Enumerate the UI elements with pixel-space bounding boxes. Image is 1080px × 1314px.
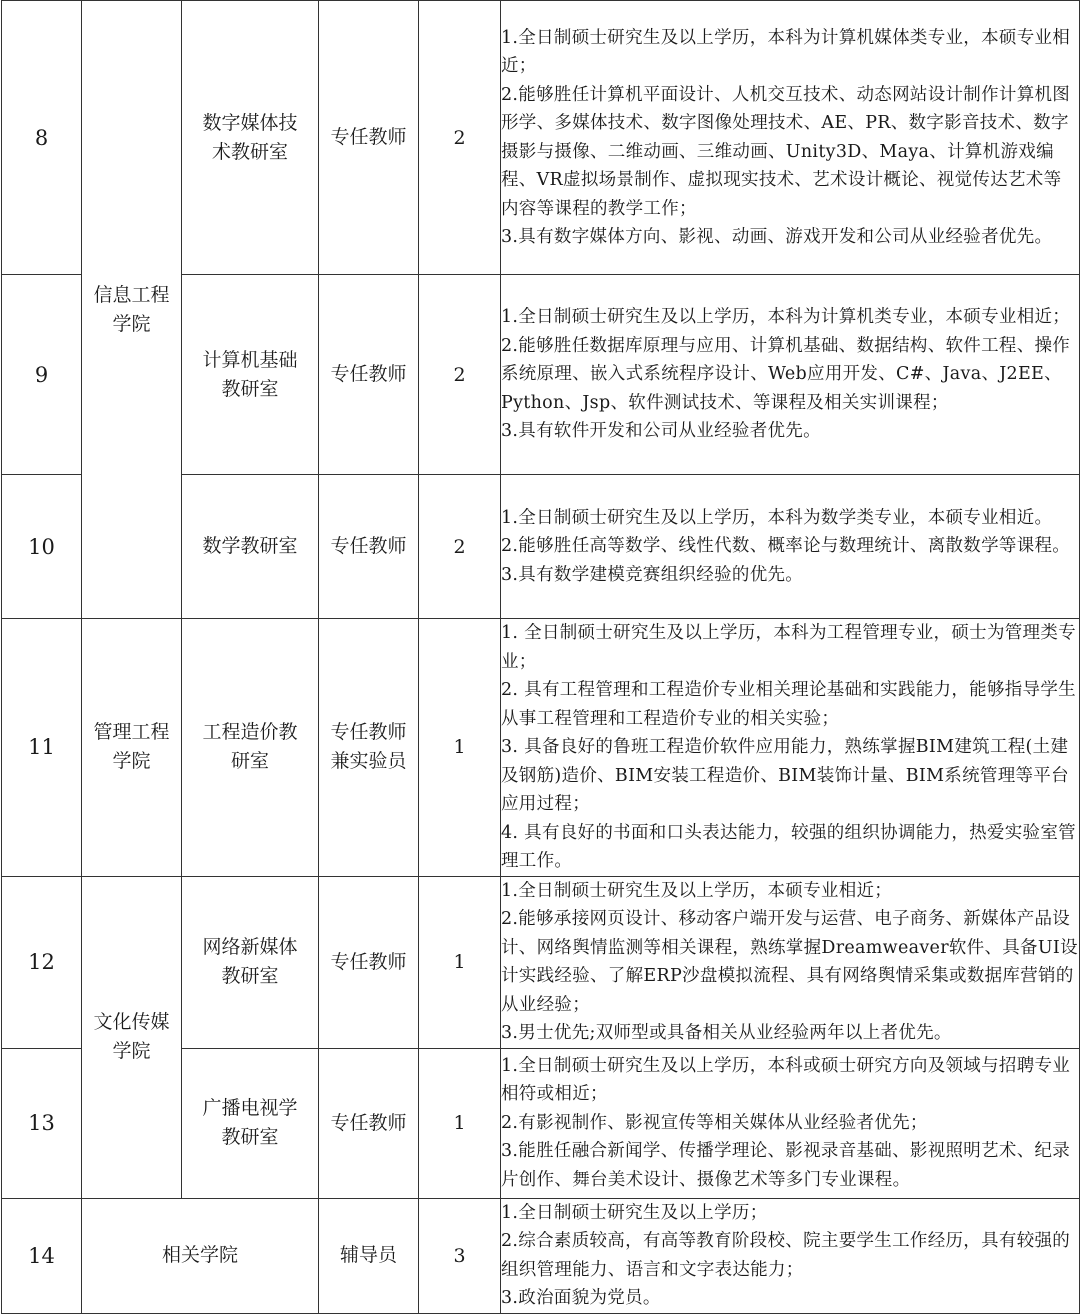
table-row [2, 876, 1080, 1048]
requirement-item: 3.政治面貌为党员。 [501, 1288, 661, 1308]
requirement-item: 2.能够承接网页设计、移动客户端开发与运营、电子商务、新媒体产品设计、网络舆情监测等相关课程，熟练掌握Dreamweaver软件、具备UI设计实践经验、了解ERP沙盘模拟流程、具有网络舆情采集或数据库营销的从业经验； [501, 909, 1078, 1015]
college-cell [82, 1198, 319, 1313]
row-number: 9 [2, 275, 82, 475]
department-name: 数学教研室 [202, 535, 298, 557]
position-cell [319, 1, 419, 275]
requirement-item: 4. 具有良好的书面和口头表达能力，较强的组织协调能力，热爱实验室管理工作。 [501, 822, 1076, 871]
position-name: 辅导员 [339, 1244, 397, 1266]
requirements-cell [501, 1, 1080, 275]
requirement-item: 1.全日制硕士研究生及以上学历，本科为计算机类专业，本硕专业相近； [501, 307, 1071, 328]
position-cell [319, 1198, 419, 1313]
position-cell [319, 1048, 419, 1198]
department-cell [182, 619, 319, 877]
requirements-cell [501, 1048, 1080, 1198]
requirement-item: 1.全日制硕士研究生及以上学历，本科或硕士研究方向及领域与招聘专业相符或相近； [501, 1055, 1071, 1105]
position-cell [319, 475, 419, 619]
college-cell [82, 876, 182, 1198]
requirement-item: 1.全日制硕士研究生及以上学历，本硕专业相近； [501, 880, 893, 901]
headcount: 2 [419, 475, 501, 619]
requirement-item: 1.全日制硕士研究生及以上学历； [501, 1202, 768, 1223]
college-name: 相关学院 [161, 1244, 238, 1266]
requirement-item: 1.全日制硕士研究生及以上学历，本科为数学类专业，本硕专业相近。 [501, 507, 1053, 528]
recruitment-table [1, 0, 1080, 1314]
department-name: 工程造价教 研室 [202, 721, 298, 773]
table-row [2, 619, 1080, 877]
requirement-item: 3.具有数学建模竞赛组织经验的优先。 [501, 564, 804, 585]
requirements-cell [501, 619, 1080, 877]
row-number: 10 [2, 475, 82, 619]
row-number: 8 [2, 1, 82, 275]
table-row [2, 1, 1080, 275]
headcount: 1 [419, 1048, 501, 1198]
position-name: 专任教师 [330, 535, 407, 557]
requirement-item: 2.能够胜任高等数学、线性代数、概率论与数理统计、离散数学等课程。 [501, 536, 1071, 557]
requirement-item: 2.有影视制作、影视宣传等相关媒体从业经验者优先； [501, 1112, 928, 1133]
requirement-item: 2.能够胜任计算机平面设计、人机交互技术、动态网站设计制作计算机图形学、多媒体技术、数字图像处理技术、AE、PR、数字影音技术、数字摄影与摄像、二维动画、三维动画、Unity3D、Maya、计算机游戏编程、VR虚拟场景制作、虚拟现实技术、艺术设计概论、视觉传达艺术等内容等课程的教学工作； [501, 84, 1071, 219]
position-name: 专任教师 [330, 363, 407, 385]
requirement-item: 3. 具备良好的鲁班工程造价软件应用能力，熟练掌握BIM建筑工程(土建及钢筋)造价、BIM安装工程造价、BIM装饰计量、BIM系统管理等平台应用过程； [501, 737, 1069, 814]
department-cell [182, 275, 319, 475]
department-cell [182, 475, 319, 619]
position-name: 专任教师 兼实验员 [330, 721, 407, 773]
requirements-cell [501, 475, 1080, 619]
requirement-item: 1. 全日制硕士研究生及以上学历，本科为工程管理专业，硕士为管理类专业； [501, 623, 1076, 672]
college-name: 文化传媒 学院 [93, 1011, 170, 1062]
college-name: 信息工程 学院 [93, 283, 170, 335]
headcount: 3 [419, 1198, 501, 1313]
position-cell [319, 619, 419, 877]
headcount: 2 [419, 275, 501, 475]
requirement-item: 3.能胜任融合新闻学、传播学理论、影视录音基础、影视照明艺术、纪录片创作、舞台美术设计、摄像艺术等多门专业课程。 [501, 1141, 1071, 1190]
requirements-cell [501, 876, 1080, 1048]
requirement-item: 3.具有软件开发和公司从业经验者优先。 [501, 421, 821, 442]
requirements-cell [501, 1198, 1080, 1313]
headcount: 1 [419, 876, 501, 1048]
college-cell [82, 619, 182, 877]
headcount: 1 [419, 619, 501, 877]
department-cell [182, 1, 319, 275]
position-cell [319, 275, 419, 475]
row-number: 11 [2, 619, 82, 877]
position-name: 专任教师 [330, 950, 407, 973]
department-cell [182, 876, 319, 1048]
department-name: 网络新媒体 教研室 [202, 936, 298, 987]
requirement-item: 2. 具有工程管理和工程造价专业相关理论基础和实践能力，能够指导学生从事工程管理和工程造价专业的相关实验； [501, 680, 1076, 729]
requirements-cell [501, 275, 1080, 475]
requirement-item: 1.全日制硕士研究生及以上学历，本科为计算机媒体类专业，本硕专业相近； [501, 27, 1071, 76]
position-name: 专任教师 [330, 1111, 407, 1134]
position-cell [319, 876, 419, 1048]
position-name: 专任教师 [330, 126, 407, 148]
college-name: 管理工程 学院 [93, 721, 170, 773]
table-row [2, 1198, 1080, 1313]
department-name: 数字媒体技 术教研室 [202, 111, 298, 163]
department-name: 广播电视学 教研室 [202, 1097, 298, 1148]
college-cell [82, 1, 182, 619]
requirement-item: 2.能够胜任数据库原理与应用、计算机基础、数据结构、软件工程、操作系统原理、嵌入式系统程序设计、Web应用开发、C#、Java、J2EE、Python、Jsp、软件测试技术、等课程及相关实训课程； [501, 335, 1071, 413]
department-cell [182, 1048, 319, 1198]
department-name: 计算机基础 教研室 [202, 348, 298, 400]
row-number: 14 [2, 1198, 82, 1313]
requirement-item: 2.综合素质较高，有高等教育阶段校、院主要学生工作经历，具有较强的组织管理能力、语言和文字表达能力； [501, 1231, 1071, 1280]
headcount: 2 [419, 1, 501, 275]
requirement-item: 3.具有数字媒体方向、影视、动画、游戏开发和公司从业经验者优先。 [501, 227, 1053, 247]
row-number: 12 [2, 876, 82, 1048]
row-number: 13 [2, 1048, 82, 1198]
requirement-item: 3.男士优先;双师型或具备相关从业经验两年以上者优先。 [501, 1023, 952, 1043]
